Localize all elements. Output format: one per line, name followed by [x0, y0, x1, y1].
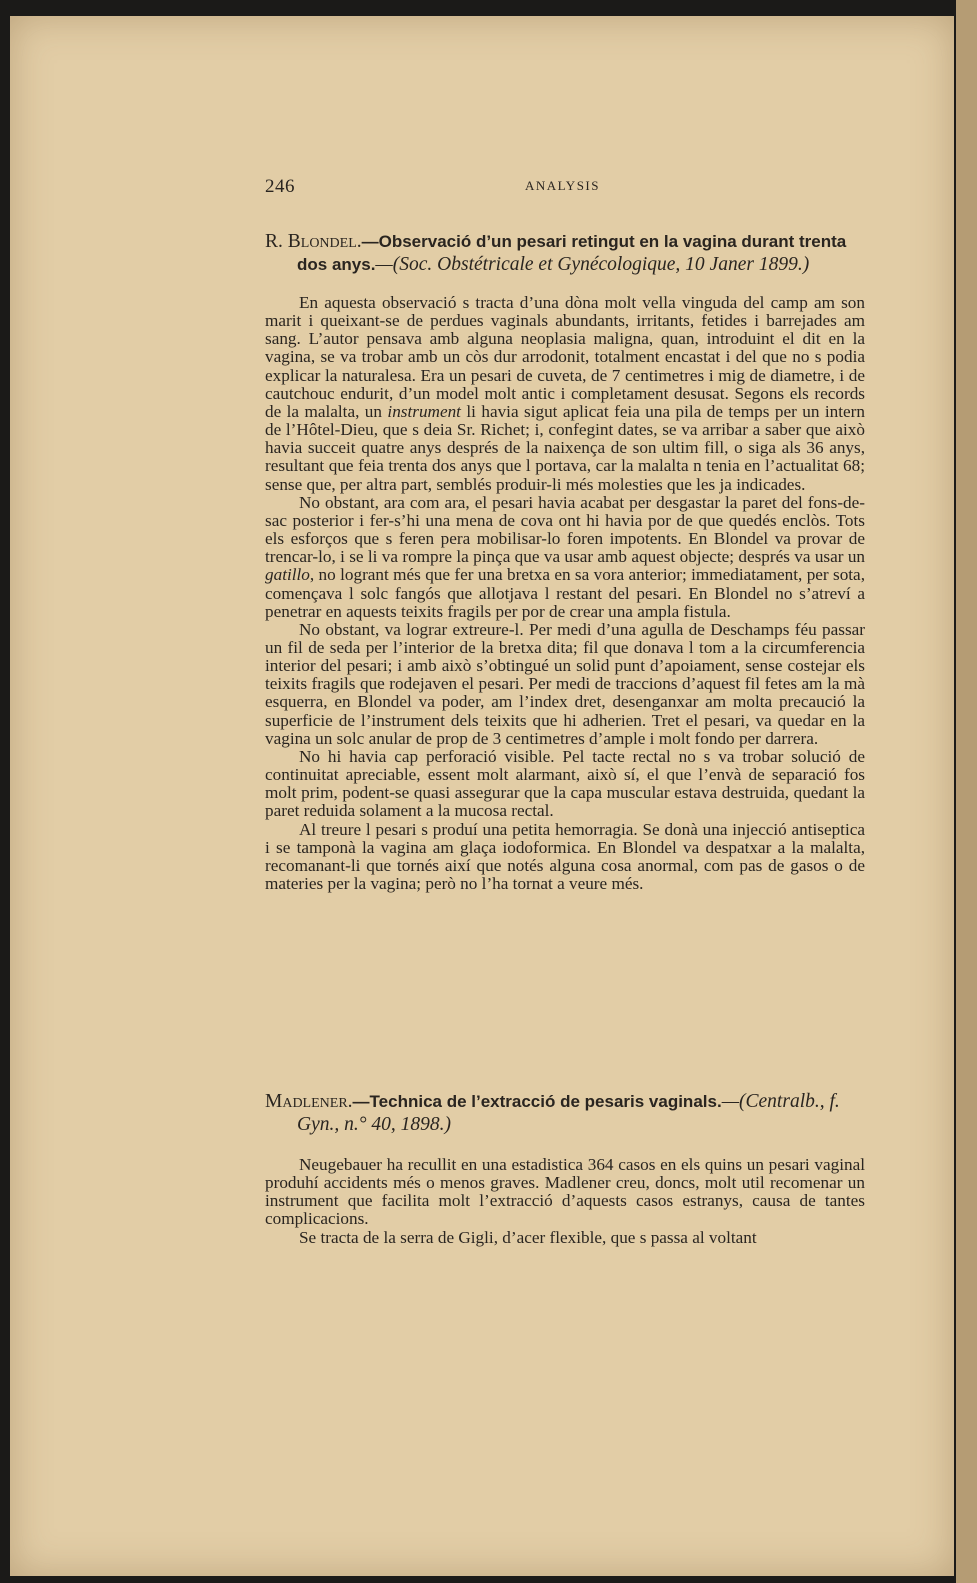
entry-heading: —Technica de l’extracció de pesaris vaginals.	[352, 1092, 722, 1111]
paragraph	[265, 494, 865, 621]
running-head: ANALYSIS	[525, 178, 600, 193]
paragraph: Al treure l pesari s produí una petita hemorragia. Se donà una injecció antiseptica i se tamponà la vagina am glaça iodoformica. En Blondel va despatxar a la malalta, recomanant-li que tornés així que notés alguna cosa anormal, com pas de gasos o de materies per la vagina; però no l’ha tornat a veure més.	[265, 819, 865, 893]
entry-body	[265, 1156, 865, 1247]
entry-title	[265, 1090, 865, 1136]
paragraph: Neugebauer ha recullit en una estadistica 364 casos en els quins un pesari vaginal produhí accidents més o menos graves. Madlener creu, doncs, molt util recomenar un instrument que facilita molt l’extracció d’aquests casos estranys, causa de tantes complicacions.	[265, 1155, 865, 1229]
paragraph: No hi havia cap perforació visible. Pel tacte rectal no s va trobar solució de continuitat apreciable, essent molt alarmant, això sí, el que l’envà de separació fos molt prim, podent-se quasi assegurar que la capa muscular estava destruida, quedant la paret reduida solament a la mucosa rectal.	[265, 746, 865, 821]
text-run: li havia sigut aplicat feia una pila de temps per un intern de l’Hôtel-Dieu, que s deia Sr. Richet; i, confegint dates, se va arribar a saber que això havia succeit quatre anys després de la naixença de son ultim fill, o siga als 36 anys, resultant que feia trenta dos anys que l portava, car la malalta n tenia en l’actualitat 68; sense que, per altra part, semblés produir-li més molesties que les ja indicades.	[265, 401, 865, 494]
italic-term: instrument	[387, 401, 461, 421]
text-run: , no logrant més que fer una bretxa en sa vora anterior; immediatament, per sota, començava l solc fangós que allotjava l restant del pesari. En Blondel no s’atreví a penetrar en aquests teixits fragils per por de crear una ampla fistula.	[265, 565, 865, 621]
entry-source: —(Centralb., f. Gyn., n.° 40, 1898.)	[297, 1091, 840, 1135]
paragraph: No obstant, va lograr extreure-l. Per medi d’una agulla de Deschamps féu passar un fil de seda per l’interior de la bretxa dita; fil que donava l tom a la circumferencia interior del pesari; i amb això s’obtingué un solid punt d’apoiament, sense costejar els teixits fragils que rodejaven el pesari. Per medi de traccions d’aquest fil fetes am la mà esquerra, en Blondel va poder, am l’index dret, desenganxar am molta precaució la superficie de l’instrument dels teixits que hi adherien. Tret el pesari, va quedar en la vagina un solc anular de prop de 3 centimetres d’ample i molt fondo per darrera.	[265, 619, 865, 748]
article-madlener	[265, 1090, 865, 1247]
italic-term: gatillo	[265, 565, 310, 585]
entry-title	[265, 230, 865, 276]
entry-author: R. Blondel.	[265, 231, 362, 252]
entry-source: —(Soc. Obstétricale et Gynécologique, 10 Janer 1899.)	[375, 254, 810, 275]
article-blondel	[265, 230, 865, 893]
entry-body	[265, 294, 865, 893]
adjacent-page-edge	[956, 0, 977, 1583]
entry-author: Madlener.	[265, 1091, 353, 1112]
text-run: No obstant, ara com ara, el pesari havia acabat per desgastar la paret del fons-de-sac posterior i fer-s’hi una mena de cova ont hi havia por de que quedés enclòs. Tots els esforços que s feren pera mobilisar-lo foren impotents. En Blondel va provar de trencar-lo, i se li va rompre la pinça que va usar amb aquest objecte; després va usar un	[265, 492, 865, 567]
paragraph: Se tracta de la serra de Gigli, d’acer flexible, que s passa al voltant	[299, 1227, 757, 1247]
page-number: 246	[265, 176, 295, 197]
paragraph	[265, 294, 865, 494]
text-run: En aquesta observació s tracta d’una dòna molt vella vinguda del camp am son marit i queixant-se de perdues vaginals abundants, irritants, fetides i barrejades am sang. L’autor pensava amb alguna neoplasia maligna, quan, introduint el dit en la vagina, se va trobar amb un còs dur arrodonit, totalment encastat i del que no s podia explicar la naturalesa. Era un pesari de cuveta, de 7 centimetres i mig de diametre, i de cautchouc endurit, d’un model molt antic i completament desusat. Segons els records de la malalta, un	[265, 293, 865, 421]
entry-heading: —Observació d’un pesari retingut en la vagina durant trenta dos anys.	[297, 232, 847, 274]
